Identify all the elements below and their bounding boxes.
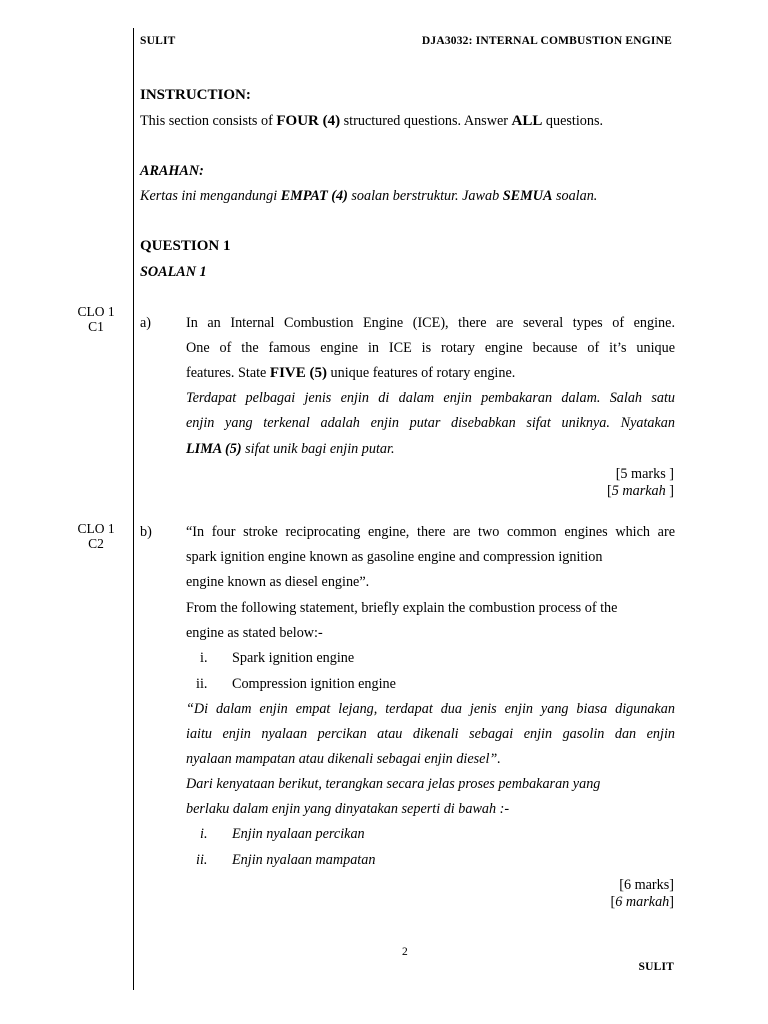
- part-b-ms-line: berlaku dalam enjin yang dinyatakan seperti di bawah :-: [186, 801, 510, 817]
- part-a-en-line: [186, 365, 515, 382]
- list-item-text: Spark ignition engine: [232, 650, 355, 666]
- part-b-ms-line: iaitu enjin nyalaan percikan atau dikenali sebagai enjin gasolin dan enjin: [186, 726, 675, 742]
- part-b-ms-line: nyalaan mampatan atau dikenali sebagai enjin diesel”.: [186, 751, 501, 767]
- part-a-markah-part: 5 markah: [611, 483, 666, 499]
- arahan-text-part: soalan.: [552, 188, 598, 204]
- arahan-text-part: soalan berstruktur. Jawab: [347, 188, 503, 204]
- part-b-markah-part: 6 markah: [615, 894, 670, 910]
- list-item-text: Enjin nyalaan percikan: [232, 826, 365, 842]
- header-course-title: DJA3032: INTERNAL COMBUSTION ENGINE: [421, 35, 672, 47]
- clo-label-a: CLO 1: [77, 304, 115, 319]
- part-a-count: FIVE (5): [269, 365, 327, 381]
- part-a-markah-part: [: [606, 483, 612, 499]
- question-title-ms: SOALAN 1: [140, 264, 207, 280]
- part-a-text-part: unique features of rotary engine.: [326, 365, 516, 381]
- list-item-text: Enjin nyalaan mampatan: [232, 852, 376, 868]
- arahan-text-part: Kertas ini mengandungi: [140, 188, 281, 204]
- part-b-marks: [6 marks]: [619, 877, 674, 893]
- part-b-en-line: “In four stroke reciprocating engine, there are two common engines which are: [186, 524, 675, 540]
- part-a-markah-part: ]: [665, 483, 674, 499]
- part-b-en-line: spark ignition engine known as gasoline engine and compression ignition: [186, 549, 603, 565]
- cognitive-level-b: C2: [88, 536, 104, 551]
- part-a-ms-line: enjin yang terkenal adalah enjin putar disebabkan sifat uniknya. Nyatakan: [186, 415, 675, 431]
- instruction-text-part: structured questions. Answer: [340, 113, 512, 129]
- instruction-text-part: questions.: [542, 113, 604, 129]
- part-b-ms-line: Dari kenyataan berikut, terangkan secara jelas proses pembakaran yang: [186, 776, 601, 792]
- instruction-title: INSTRUCTION:: [140, 87, 251, 103]
- part-a-text-part: features. State: [186, 365, 270, 381]
- part-b-en-line: engine as stated below:-: [186, 625, 323, 641]
- list-item-num: i.: [200, 826, 208, 842]
- footer-classification: SULIT: [638, 961, 674, 973]
- part-b-markah-part: ]: [669, 894, 674, 910]
- part-a-en-line: In an Internal Combustion Engine (ICE), there are several types of engine.: [186, 315, 675, 331]
- list-item-num: ii.: [196, 852, 208, 868]
- part-b-ms-line: “Di dalam enjin empat lejang, terdapat dua jenis enjin yang biasa digunakan: [186, 701, 675, 717]
- part-a-count-ms: LIMA (5): [186, 441, 242, 457]
- arahan-text: [140, 188, 597, 205]
- header-classification: SULIT: [140, 35, 176, 47]
- arahan-all: SEMUA: [502, 188, 553, 204]
- list-item-text: Compression ignition engine: [232, 676, 396, 692]
- arahan-title: ARAHAN:: [140, 163, 204, 179]
- part-a-label: a): [140, 315, 152, 331]
- instruction-count: FOUR (4): [276, 113, 341, 129]
- part-a-en-line: One of the famous engine in ICE is rotary engine because of it’s unique: [186, 340, 675, 356]
- instruction-all: ALL: [511, 113, 543, 129]
- part-b-label: b): [140, 524, 152, 540]
- question-title: QUESTION 1: [140, 238, 231, 254]
- list-item-num: i.: [200, 650, 208, 666]
- part-b-markah-part: [: [610, 894, 616, 910]
- part-a-marks: [5 marks ]: [615, 466, 674, 482]
- page-number: 2: [402, 946, 408, 958]
- part-a-ms-line: [186, 441, 395, 458]
- instruction-text: [140, 113, 603, 130]
- part-b-en-line: engine known as diesel engine”.: [186, 574, 370, 590]
- part-b-markah: [611, 894, 674, 911]
- margin-rule: [133, 28, 134, 990]
- list-item-num: ii.: [196, 676, 208, 692]
- cognitive-level-a: C1: [88, 319, 104, 334]
- instruction-text-part: This section consists of: [140, 113, 277, 129]
- clo-label-b: CLO 1: [77, 521, 115, 536]
- part-b-en-line: From the following statement, briefly explain the combustion process of the: [186, 600, 618, 616]
- arahan-count: EMPAT (4): [280, 188, 348, 204]
- part-a-markah: [607, 483, 674, 500]
- part-a-text-part: sifat unik bagi enjin putar.: [241, 441, 395, 457]
- part-a-ms-line: Terdapat pelbagai jenis enjin di dalam enjin pembakaran dalam. Salah satu: [186, 390, 675, 406]
